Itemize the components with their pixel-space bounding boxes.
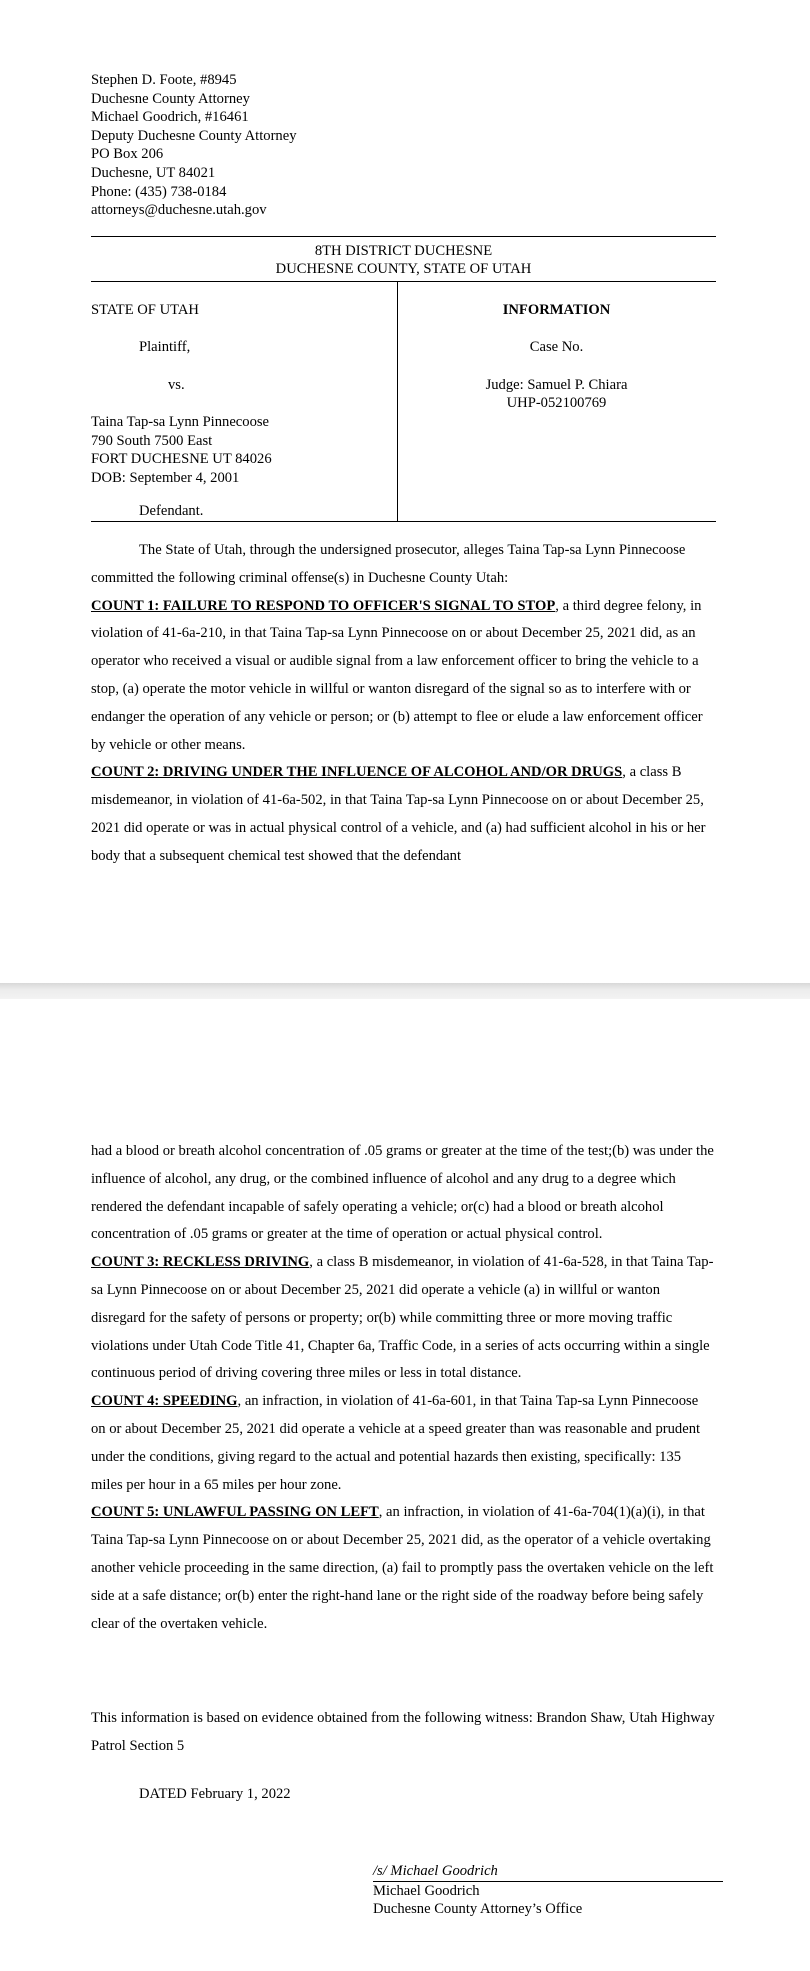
caption-top-rule	[91, 236, 716, 237]
defendant-info	[91, 413, 272, 487]
count-2-heading: COUNT 2: DRIVING UNDER THE INFLUENCE OF ALCOHOL AND/OR DRUGS	[91, 764, 623, 781]
header-line: Duchesne, UT 84021	[91, 164, 216, 181]
information-body	[91, 537, 716, 871]
information-body-continued	[91, 1138, 716, 1638]
intro-paragraph: The State of Utah, through the undersigned prosecutor, alleges Taina Tap-sa Lynn Pinnecoose committed the following criminal offense(s) in Duchesne County Utah:	[91, 542, 686, 586]
header-line: Michael Goodrich, #16461	[91, 109, 249, 126]
signer-name: Michael Goodrich	[373, 1882, 480, 1899]
e-signature: /s/ Michael Goodrich	[373, 1862, 723, 1882]
caption-mid-rule	[91, 281, 716, 282]
defendant-city: FORT DUCHESNE UT 84026	[91, 451, 272, 468]
header-line: Stephen D. Foote, #8945	[91, 72, 237, 88]
court-name	[91, 242, 716, 278]
count-3	[91, 1249, 716, 1388]
court-line-1: 8TH DISTRICT DUCHESNE	[314, 243, 493, 259]
plaintiff-name: STATE OF UTAH	[91, 302, 199, 318]
header-line: Duchesne County Attorney	[91, 90, 250, 107]
header-line: PO Box 206	[91, 146, 164, 163]
witness-statement: This information is based on evidence obtained from the following witness: Brandon Shaw, Utah Highway Patrol Section 5	[91, 1710, 715, 1754]
dated-line: DATED February 1, 2022	[139, 1786, 291, 1802]
header-line: Phone: (435) 738-0184	[91, 183, 227, 200]
attorney-header	[91, 71, 297, 220]
defendant-address: 790 South 7500 East	[91, 432, 213, 449]
signature-block	[373, 1862, 723, 1919]
count-1	[91, 593, 716, 760]
count-2-continued: had a blood or breath alcohol concentration of .05 grams or greater at the time of the test;(b) was under the influence of alcohol, any drug, or the combined influence of alcohol and any drug to a degree which rendered the defendant incapable of safely operating a vehicle; or(c) had a blood or breath alcohol concentration of .05 grams or greater at the time of operation or actual physical control.	[91, 1143, 714, 1243]
court-line-2: DUCHESNE COUNTY, STATE OF UTAH	[275, 261, 532, 277]
judge	[397, 376, 716, 412]
versus: vs.	[168, 377, 185, 393]
count-3-heading: COUNT 3: RECKLESS DRIVING	[91, 1254, 310, 1271]
header-email: attorneys@duchesne.utah.gov	[91, 202, 267, 219]
defendant-dob: DOB: September 4, 2001	[91, 469, 240, 486]
count-1-text: , a third degree felony, in violation of 41-6a-210, in that Taina Tap-sa Lynn Pinnecoose on or about December 25, 2021 did, as an operator who received a visual or audible signal from a law enforcement officer to bring the vehicle to a stop, (a) operate the motor vehicle in willful or wanton disregard of the signal so as to interfere with or endanger the operation of any vehicle or person; or (b) attempt to flee or elude a law enforcement officer by vehicle or other means.	[91, 597, 703, 753]
count-5-text: , an infraction, in violation of 41-6a-704(1)(a)(i), in that Taina Tap-sa Lynn Pinnecoose on or about December 25, 2021 did, as the operator of a vehicle overtaking another vehicle proceeding in the same direction, (a) fail to promptly pass the overtaken vehicle on the left side at a safe distance; or(b) enter the right-hand lane or the right side of the roadway before being safely clear of the overtaken vehicle.	[91, 1504, 714, 1632]
header-line: Deputy Duchesne County Attorney	[91, 127, 297, 144]
judge-name: Judge: Samuel P. Chiara	[485, 377, 628, 393]
case-number: Case No.	[529, 339, 584, 355]
caption-bottom-rule	[91, 521, 716, 522]
plaintiff-role: Plaintiff,	[139, 339, 191, 355]
document-title: INFORMATION	[502, 302, 611, 318]
case-caption	[91, 236, 716, 522]
defendant-role: Defendant.	[139, 503, 204, 519]
count-4	[91, 1388, 716, 1499]
signer-office: Duchesne County Attorney’s Office	[373, 1901, 583, 1918]
count-4-heading: COUNT 4: SPEEDING	[91, 1393, 238, 1410]
count-2-text: , a class B misdemeanor, in violation of 41-6a-502, in that Taina Tap-sa Lynn Pinnecoose on or about December 25, 2021 did operate or was in actual physical control of a vehicle, and (a) had sufficient alcohol in his or her body that a subsequent chemical test showed that the defendant	[91, 764, 706, 864]
count-3-text: , a class B misdemeanor, in violation of 41-6a-528, in that Taina Tap-sa Lynn Pinnecoose on or about December 25, 2021 did operate a vehicle (a) in willful or wanton disregard for the safety of persons or property; or(b) while committing three or more moving traffic violations under Utah Code Title 41, Chapter 6a, Traffic Code, in a series of acts occurring within a single continuous period of driving covering three miles or less in total distance.	[91, 1254, 714, 1382]
count-5-heading: COUNT 5: UNLAWFUL PASSING ON LEFT	[91, 1504, 379, 1521]
count-5	[91, 1499, 716, 1638]
count-2	[91, 759, 716, 870]
count-1-heading: COUNT 1: FAILURE TO RESPOND TO OFFICER'S SIGNAL TO STOP	[91, 597, 556, 614]
page-separator	[0, 983, 810, 999]
document-page-1	[0, 0, 810, 983]
agency-number: UHP-052100769	[506, 395, 607, 411]
defendant-name: Taina Tap-sa Lynn Pinnecoose	[91, 414, 270, 430]
count-4-text: , an infraction, in violation of 41-6a-601, in that Taina Tap-sa Lynn Pinnecoose on or about December 25, 2021 did operate a vehicle at a speed greater than was reasonable and prudent under the conditions, giving regard to the actual and potential hazards then existing, specifically: 135 miles per hour in a 65 miles per hour zone.	[91, 1393, 701, 1493]
